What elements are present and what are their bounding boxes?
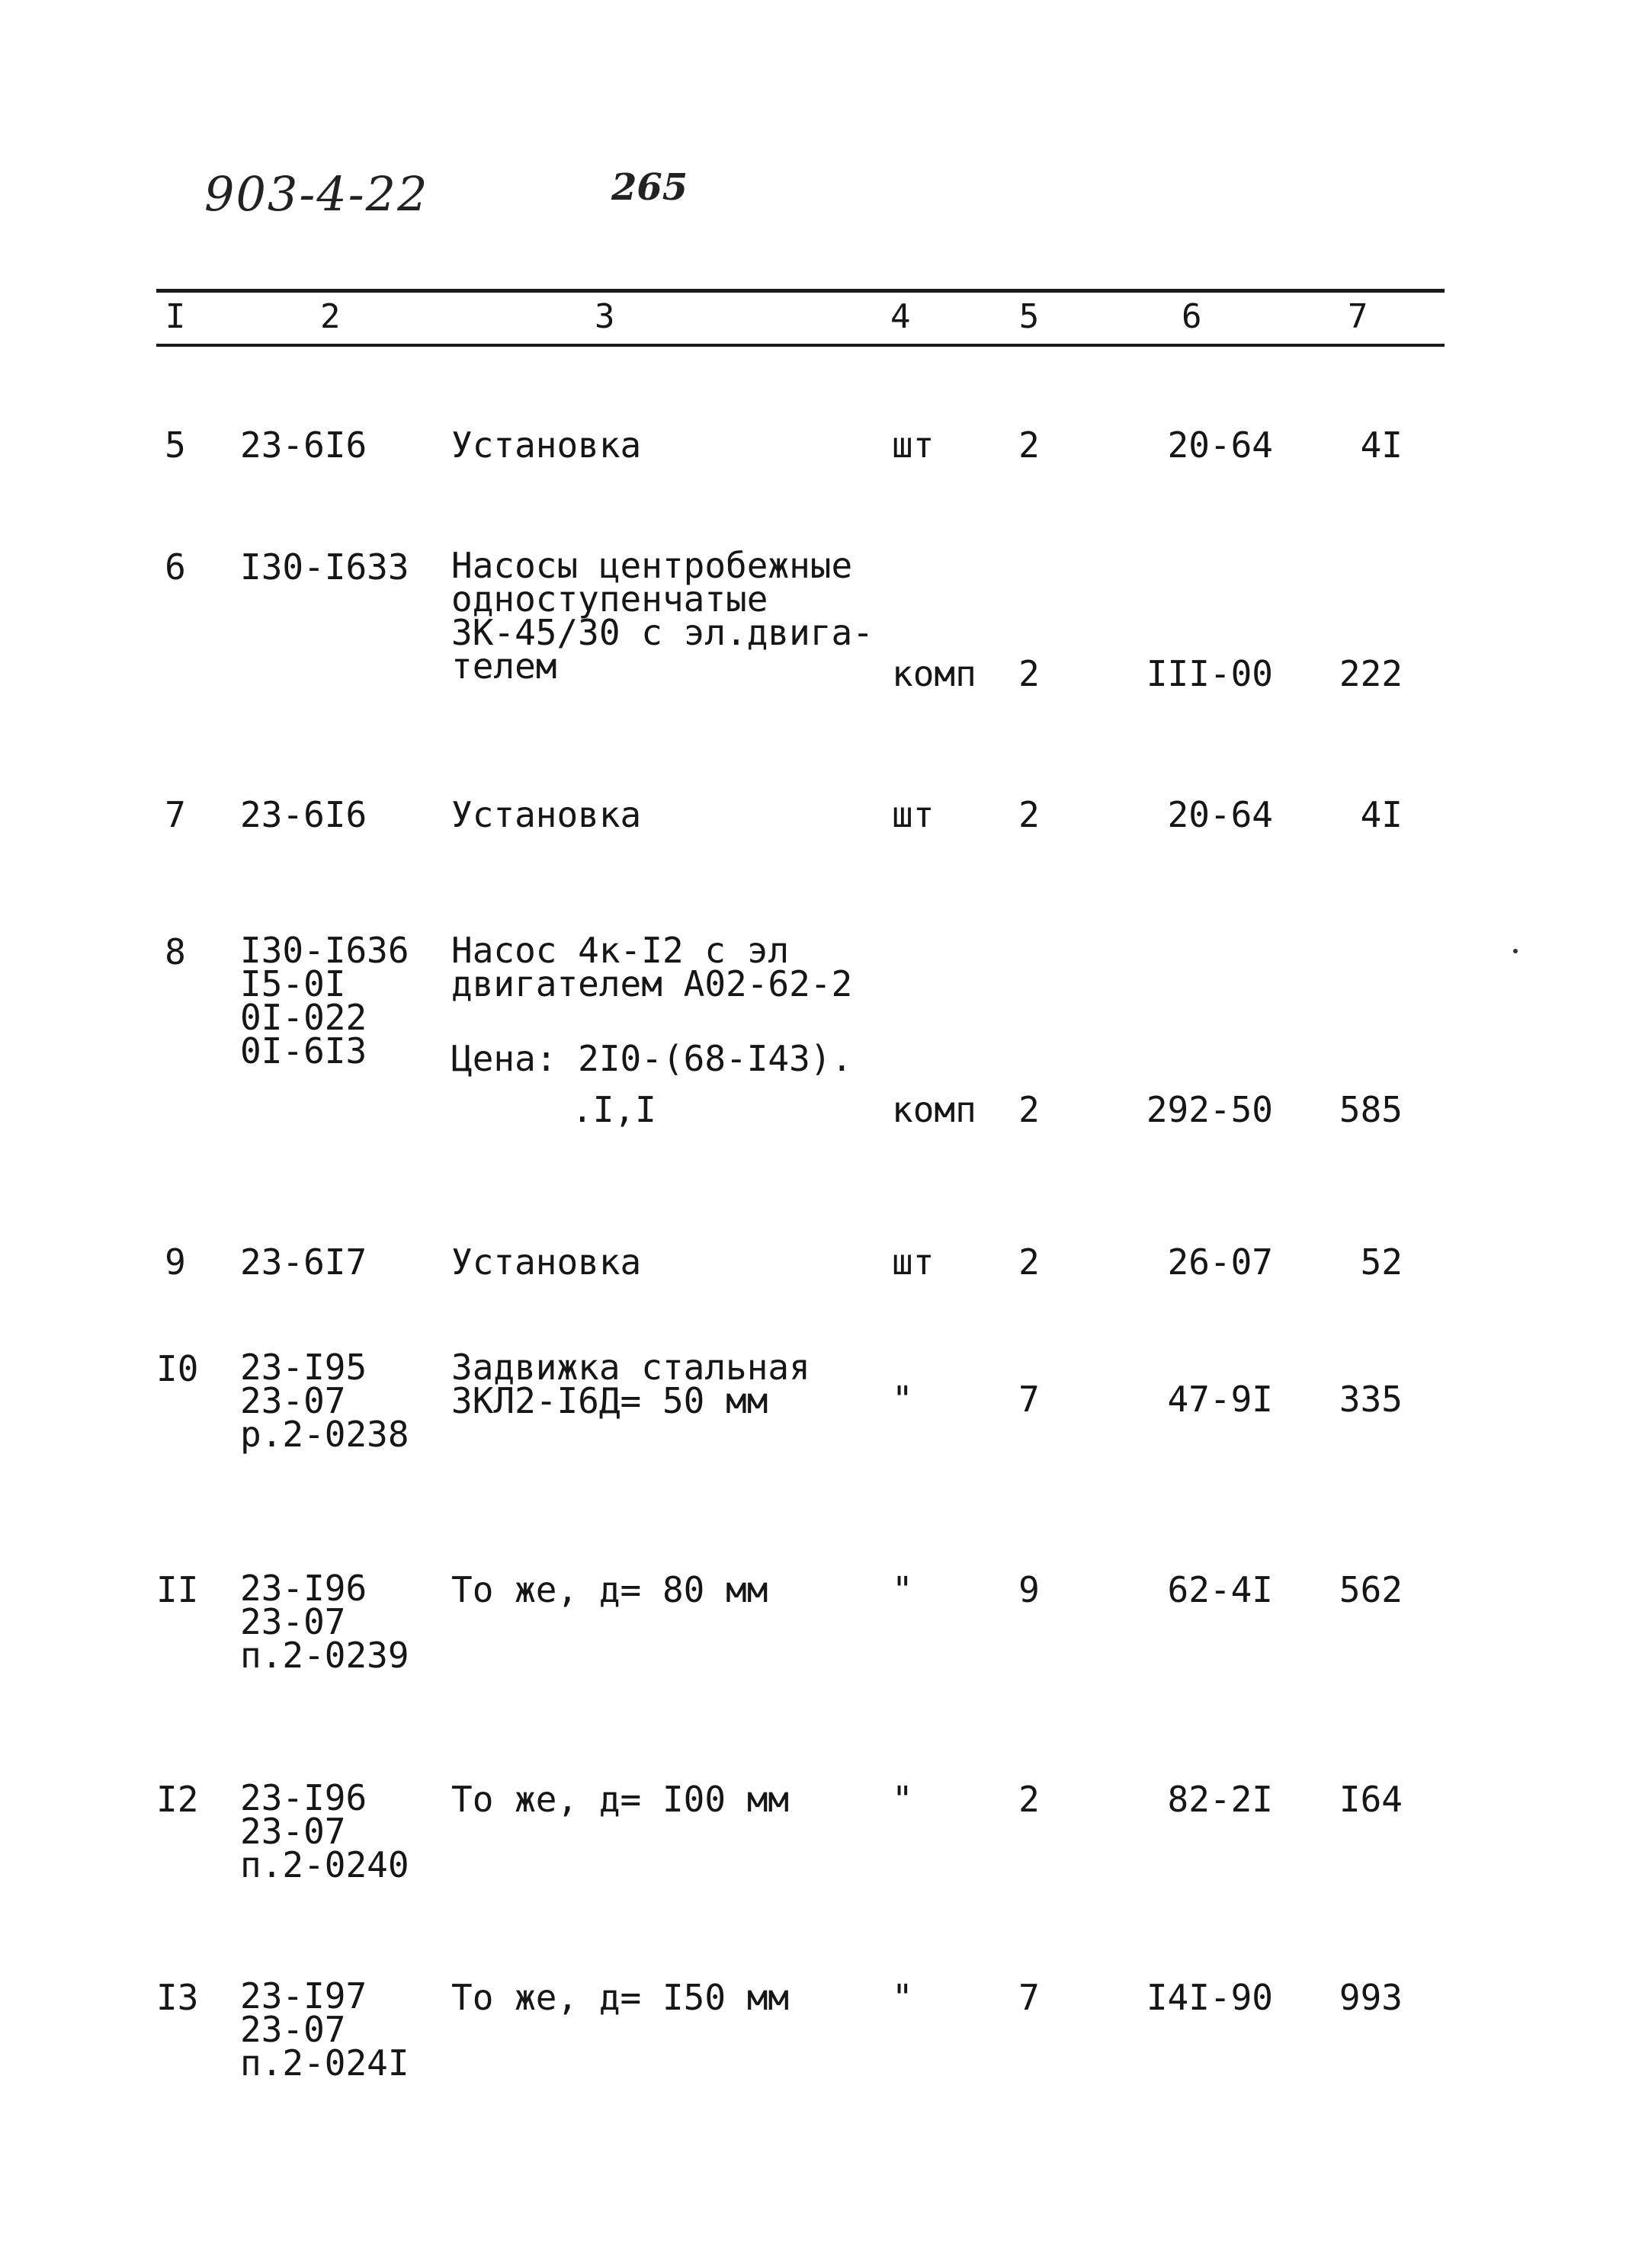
row-description: То же, д= I50 мм [451,1977,790,2018]
row-unit: комп [892,653,976,694]
header-col-3: 3 [595,297,615,336]
row-quantity: 7 [1018,1977,1040,2018]
row-code: 23-I97 23-07 п.2-024I [240,1975,409,2084]
row-number: 9 [165,1241,186,1283]
row-code: 23-6I6 [240,794,367,835]
row-total: 4I [1360,424,1403,466]
row-quantity: 2 [1018,653,1040,694]
row-total: 562 [1339,1569,1403,1610]
table-top-rule [156,289,1445,293]
header-col-6: 6 [1182,297,1202,336]
handwritten-code: 903-4-22 [204,166,429,222]
row-description: Установка [451,1241,642,1283]
row-number: 8 [165,931,186,972]
row-number: I2 [156,1779,199,1820]
row-price-formula: Цена: 2I0-(68-I43). [451,1038,853,1079]
row-price: 47-9I [1167,1379,1273,1420]
header-col-4: 4 [890,297,911,336]
row-unit: " [892,1779,913,1820]
row-quantity: 2 [1018,1779,1040,1820]
row-code: 23-6I7 [240,1241,367,1283]
row-total: 335 [1339,1379,1403,1420]
row-description: Насосы центробежные одноступенчатые 3К-45/30 с эл.двига- телем [451,545,874,687]
row-price-coefficient: .I,I [572,1089,656,1130]
row-unit: " [892,1379,913,1420]
row-description: Задвижка стальная 3КЛ2-I6Д= 50 мм [451,1347,810,1421]
row-unit: " [892,1977,913,2018]
row-price: 292-50 [1146,1089,1273,1130]
row-unit: комп [892,1089,976,1130]
row-unit: шт [892,424,935,466]
row-price: I4I-90 [1146,1977,1273,2018]
row-code: 23-I95 23-07 р.2-0238 [240,1347,409,1455]
row-unit: шт [892,794,935,835]
row-code: I30-I633 [240,546,409,588]
row-quantity: 9 [1018,1569,1040,1610]
row-quantity: 2 [1018,1241,1040,1283]
row-total: 4I [1360,794,1403,835]
header-col-1: I [165,297,186,336]
header-col-2: 2 [320,297,341,336]
row-code: 23-6I6 [240,424,367,466]
row-price: 26-07 [1167,1241,1273,1283]
row-total: 993 [1339,1977,1403,2018]
row-number: I3 [156,1977,199,2018]
row-description: То же, д= 80 мм [451,1569,768,1610]
row-description: Установка [451,794,642,835]
row-quantity: 2 [1018,1089,1040,1130]
row-unit: шт [892,1241,935,1283]
row-total: 585 [1339,1089,1403,1130]
header-col-5: 5 [1018,297,1040,336]
row-price: 20-64 [1167,424,1273,466]
row-description: Установка [451,424,642,466]
row-code: 23-I96 23-07 п.2-0239 [240,1568,409,1676]
handwritten-page-number: 265 [611,166,688,209]
row-number: II [156,1569,199,1610]
row-price: III-00 [1146,653,1273,694]
row-quantity: 7 [1018,1379,1040,1420]
row-quantity: 2 [1018,424,1040,466]
row-price: 20-64 [1167,794,1273,835]
header-col-7: 7 [1348,297,1368,336]
row-total: 52 [1360,1241,1403,1283]
row-code: I30-I636 I5-0I 0I-022 0I-6I3 [240,930,409,1072]
row-number: 7 [165,794,186,835]
row-number: 6 [165,546,186,588]
row-price: 82-2I [1167,1779,1273,1820]
table-header-rule [156,344,1445,347]
row-description: То же, д= I00 мм [451,1779,790,1820]
row-number: I0 [156,1348,199,1389]
row-quantity: 2 [1018,794,1040,835]
row-unit: " [892,1569,913,1610]
row-total: I64 [1339,1779,1403,1820]
row-total: 222 [1339,653,1403,694]
row-code: 23-I96 23-07 п.2-0240 [240,1777,409,1885]
row-price: 62-4I [1167,1569,1273,1610]
row-number: 5 [165,424,186,466]
row-description: Насос 4к-I2 с эл двигателем А02-62-2 [451,930,853,1004]
scan-speck [1513,949,1518,953]
